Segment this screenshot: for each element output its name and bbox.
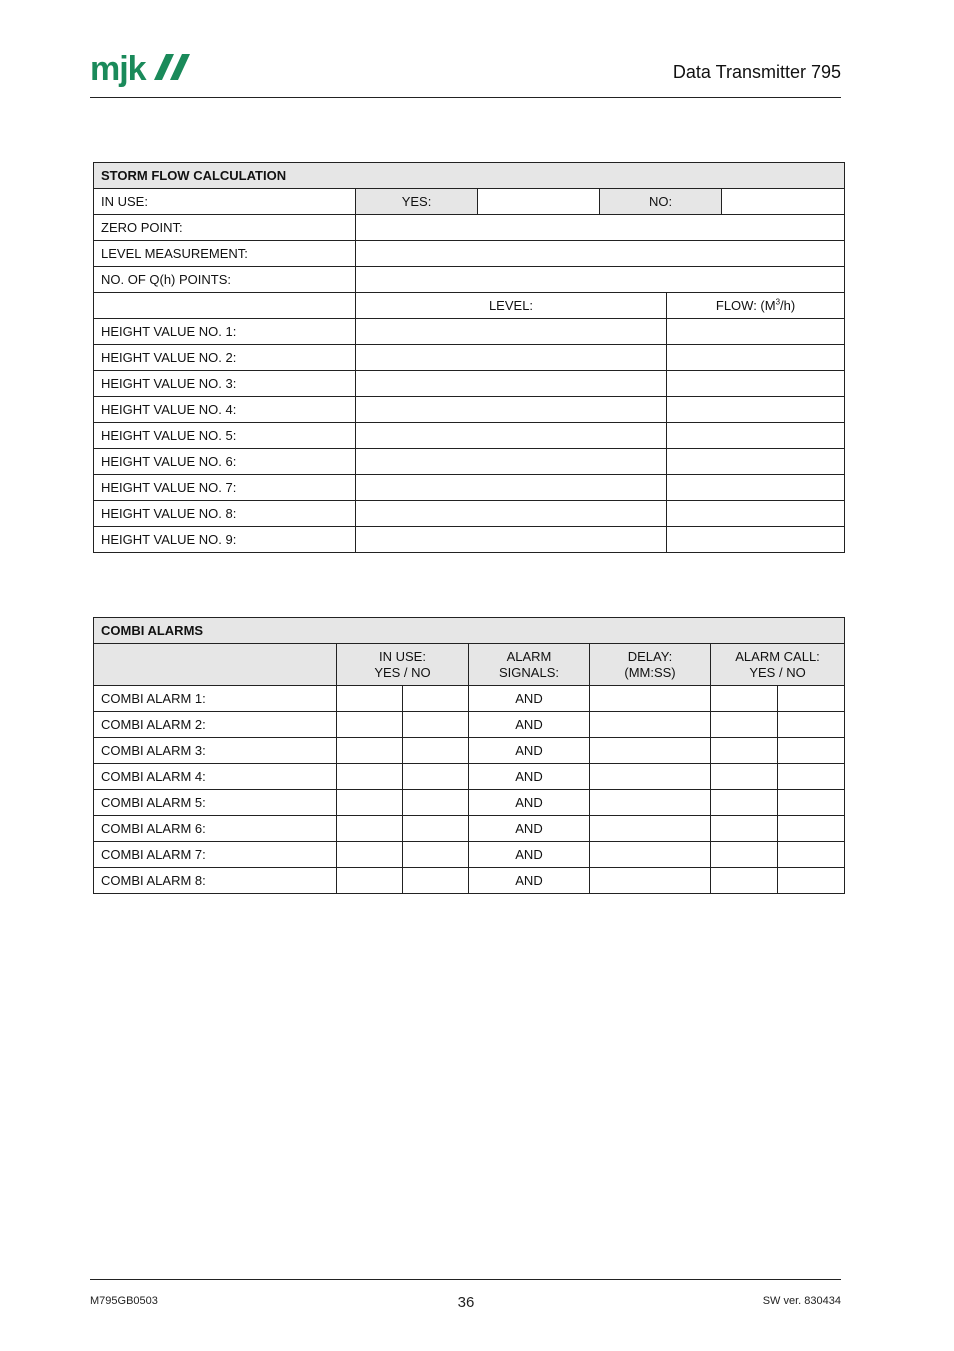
height-value-label: HEIGHT VALUE NO. 2:: [94, 345, 356, 371]
and-label: AND: [469, 842, 590, 868]
level-field[interactable]: [356, 423, 667, 449]
combi-alarms-title: COMBI ALARMS: [94, 618, 845, 644]
combi-alarm-label: COMBI ALARM 6:: [94, 816, 337, 842]
height-value-label: HEIGHT VALUE NO. 8:: [94, 501, 356, 527]
in-use-no-field[interactable]: [403, 738, 469, 764]
header-divider: [90, 97, 841, 98]
alarm-call-yes-field[interactable]: [711, 790, 778, 816]
delay-field[interactable]: [590, 842, 711, 868]
alarm-call-yes-field[interactable]: [711, 868, 778, 894]
qh-points-field[interactable]: [356, 267, 845, 293]
table-row: [94, 712, 845, 738]
in-use-no-field[interactable]: [403, 712, 469, 738]
in-use-no-field[interactable]: [403, 816, 469, 842]
delay-field[interactable]: [590, 764, 711, 790]
table-row: [94, 319, 845, 345]
combi-alarms-table: [93, 617, 845, 894]
delay-field[interactable]: [590, 868, 711, 894]
delay-field[interactable]: [590, 686, 711, 712]
flow-field[interactable]: [667, 397, 845, 423]
and-label: AND: [469, 686, 590, 712]
flow-field[interactable]: [667, 345, 845, 371]
table-row: [94, 501, 845, 527]
in-use-no-field[interactable]: [403, 868, 469, 894]
level-field[interactable]: [356, 397, 667, 423]
table-row: [94, 527, 845, 553]
level-field[interactable]: [356, 345, 667, 371]
height-value-label: HEIGHT VALUE NO. 7:: [94, 475, 356, 501]
flow-field[interactable]: [667, 423, 845, 449]
level-field[interactable]: [356, 319, 667, 345]
combi-alarm-label: COMBI ALARM 8:: [94, 868, 337, 894]
table-row: [94, 686, 845, 712]
yes-label: YES:: [356, 189, 478, 215]
delay-field[interactable]: [590, 738, 711, 764]
in-use-no-field[interactable]: [403, 686, 469, 712]
flow-field[interactable]: [667, 475, 845, 501]
table-row: [94, 475, 845, 501]
table-row: [94, 345, 845, 371]
zero-point-field[interactable]: [356, 215, 845, 241]
alarm-call-yes-field[interactable]: [711, 764, 778, 790]
and-label: AND: [469, 764, 590, 790]
level-field[interactable]: [356, 449, 667, 475]
delay-column-header: DELAY: (MM:SS): [590, 644, 711, 686]
alarm-call-no-field[interactable]: [778, 738, 845, 764]
alarm-call-no-field[interactable]: [778, 790, 845, 816]
combi-alarm-label: COMBI ALARM 4:: [94, 764, 337, 790]
alarm-call-no-field[interactable]: [778, 868, 845, 894]
blank-header-cell: [94, 293, 356, 319]
level-measurement-label: LEVEL MEASUREMENT:: [94, 241, 356, 267]
in-use-yes-field[interactable]: [337, 842, 403, 868]
storm-flow-title: STORM FLOW CALCULATION: [94, 163, 845, 189]
alarm-call-yes-field[interactable]: [711, 712, 778, 738]
alarm-call-yes-field[interactable]: [711, 738, 778, 764]
level-column-header: LEVEL:: [356, 293, 667, 319]
in-use-yes-field[interactable]: [337, 816, 403, 842]
alarm-call-yes-field[interactable]: [711, 842, 778, 868]
table-row: [94, 868, 845, 894]
level-field[interactable]: [356, 475, 667, 501]
in-use-yes-field[interactable]: [337, 868, 403, 894]
no-field[interactable]: [722, 189, 845, 215]
combi-alarm-label: COMBI ALARM 1:: [94, 686, 337, 712]
flow-field[interactable]: [667, 449, 845, 475]
and-label: AND: [469, 738, 590, 764]
combi-alarm-label: COMBI ALARM 2:: [94, 712, 337, 738]
storm-flow-table: [93, 162, 845, 553]
flow-column-header: FLOW: $(M^3/h)$: [667, 293, 845, 319]
table-row: [94, 738, 845, 764]
combi-alarm-label: COMBI ALARM 7:: [94, 842, 337, 868]
in-use-no-field[interactable]: [403, 764, 469, 790]
in-use-yes-field[interactable]: [337, 764, 403, 790]
height-value-label: HEIGHT VALUE NO. 4:: [94, 397, 356, 423]
alarm-call-no-field[interactable]: [778, 764, 845, 790]
level-field[interactable]: [356, 527, 667, 553]
table-row: [94, 764, 845, 790]
table-row: [94, 371, 845, 397]
alarm-call-no-field[interactable]: [778, 842, 845, 868]
level-field[interactable]: [356, 501, 667, 527]
in-use-no-field[interactable]: [403, 842, 469, 868]
zero-point-label: ZERO POINT:: [94, 215, 356, 241]
table-row: [94, 397, 845, 423]
level-field[interactable]: [356, 371, 667, 397]
footer-divider: [90, 1279, 841, 1280]
in-use-label: IN USE:: [94, 189, 356, 215]
qh-points-label: NO. OF Q(h) POINTS:: [94, 267, 356, 293]
and-label: AND: [469, 868, 590, 894]
delay-field[interactable]: [590, 816, 711, 842]
alarm-call-no-field[interactable]: [778, 686, 845, 712]
in-use-column-header: IN USE: YES / NO: [337, 644, 469, 686]
yes-field[interactable]: [478, 189, 600, 215]
in-use-yes-field[interactable]: [337, 790, 403, 816]
and-label: AND: [469, 790, 590, 816]
table-row: [94, 423, 845, 449]
combi-alarm-label: COMBI ALARM 5:: [94, 790, 337, 816]
table-row: [94, 790, 845, 816]
alarm-call-yes-field[interactable]: [711, 686, 778, 712]
document-title: Data Transmitter 795: [672, 62, 841, 82]
table-row: [94, 449, 845, 475]
document-code: M795GB0503: [90, 1295, 158, 1307]
flow-field[interactable]: [667, 371, 845, 397]
in-use-yes-field[interactable]: [337, 686, 403, 712]
no-label: NO:: [600, 189, 722, 215]
mjk-logo: [90, 48, 196, 92]
height-value-label: HEIGHT VALUE NO. 9:: [94, 527, 356, 553]
combi-alarm-label: COMBI ALARM 3:: [94, 738, 337, 764]
flow-field[interactable]: [667, 501, 845, 527]
delay-field[interactable]: [590, 790, 711, 816]
and-label: AND: [469, 712, 590, 738]
height-value-label: HEIGHT VALUE NO. 5:: [94, 423, 356, 449]
table-row: [94, 842, 845, 868]
table-row: [94, 816, 845, 842]
page-number: 36: [457, 1294, 475, 1311]
alarm-call-no-field[interactable]: [778, 712, 845, 738]
blank-header-cell: [94, 644, 337, 686]
in-use-yes-field[interactable]: [337, 738, 403, 764]
in-use-yes-field[interactable]: [337, 712, 403, 738]
flow-field[interactable]: [667, 319, 845, 345]
height-value-label: HEIGHT VALUE NO. 6:: [94, 449, 356, 475]
and-label: AND: [469, 816, 590, 842]
alarm-signals-column-header: ALARM SIGNALS:: [469, 644, 590, 686]
alarm-call-no-field[interactable]: [778, 816, 845, 842]
in-use-no-field[interactable]: [403, 790, 469, 816]
alarm-call-yes-field[interactable]: [711, 816, 778, 842]
svg-text:mjk: mjk: [90, 50, 146, 88]
delay-field[interactable]: [590, 712, 711, 738]
alarm-call-column-header: ALARM CALL: YES / NO: [711, 644, 845, 686]
software-version: SW ver. 830434: [762, 1295, 841, 1307]
height-value-label: HEIGHT VALUE NO. 1:: [94, 319, 356, 345]
height-value-label: HEIGHT VALUE NO. 3:: [94, 371, 356, 397]
level-measurement-field[interactable]: [356, 241, 845, 267]
flow-field[interactable]: [667, 527, 845, 553]
